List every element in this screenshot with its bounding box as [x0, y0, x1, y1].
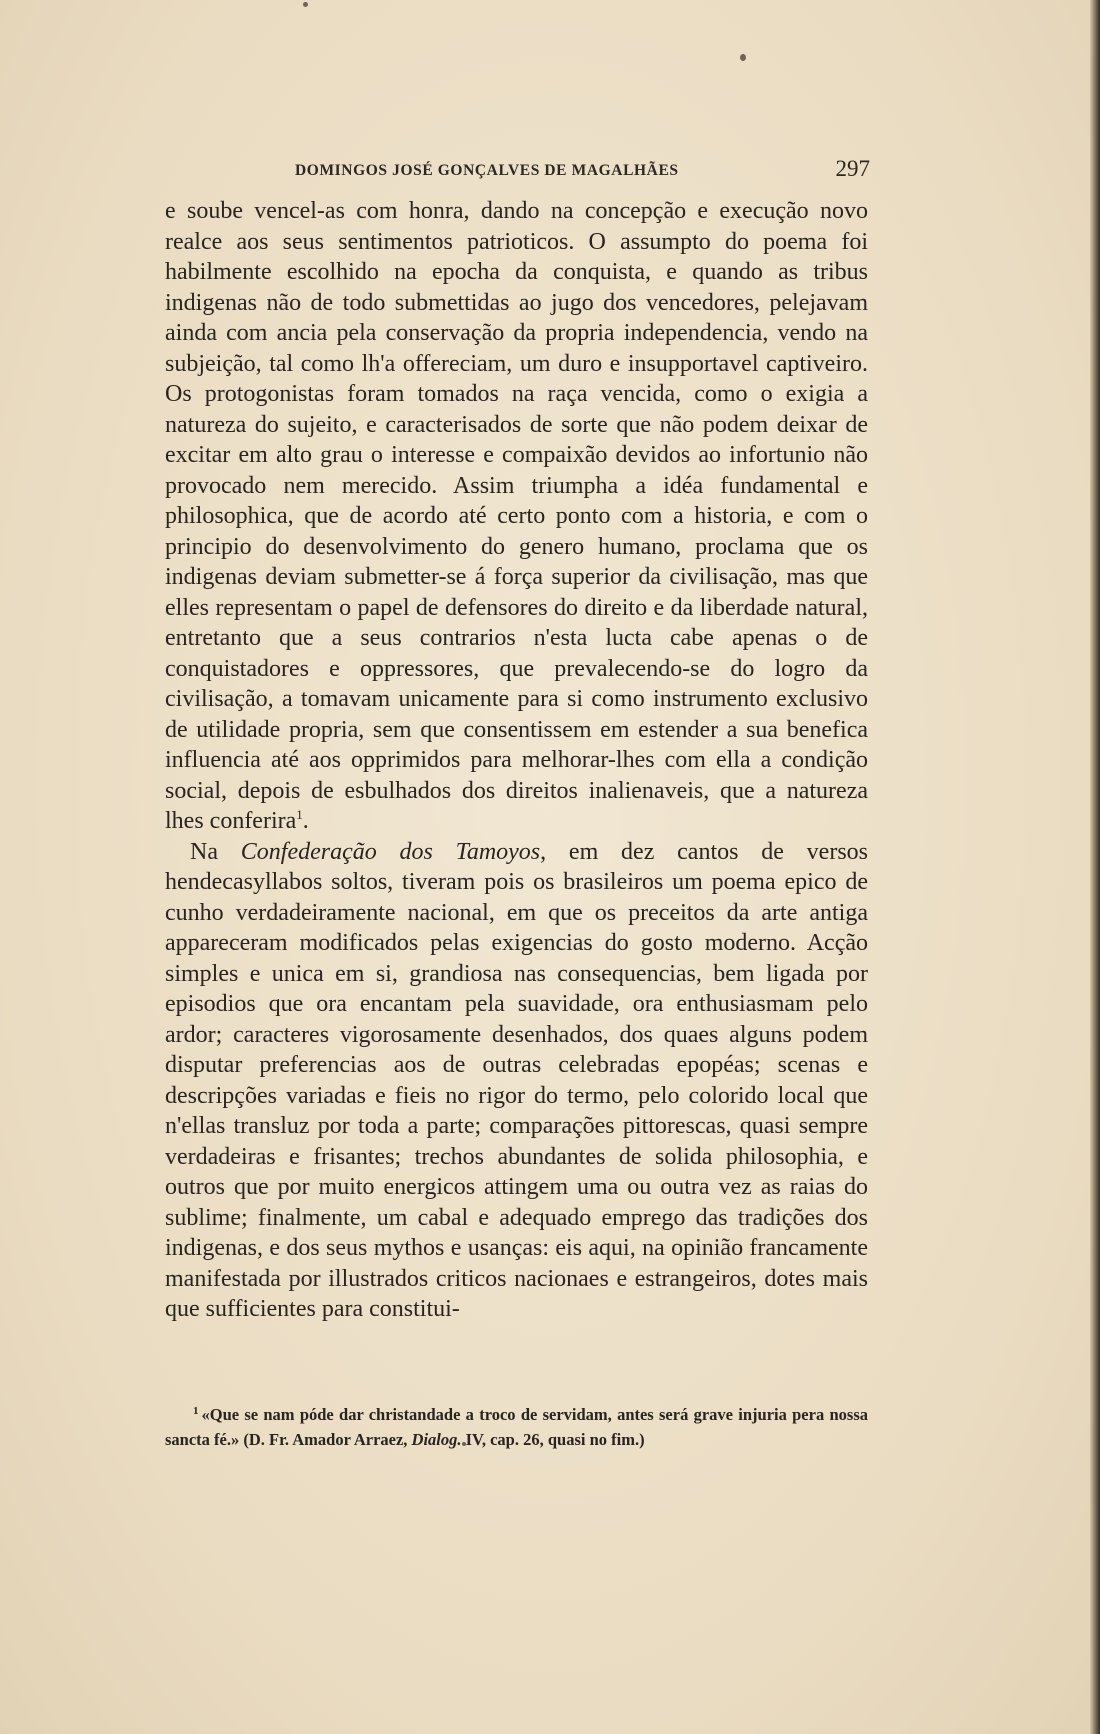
paragraph	[165, 196, 868, 837]
body-text	[165, 196, 868, 1325]
footnote-source-title: Dialog.	[411, 1430, 462, 1449]
footnote-reference[interactable]: 1	[296, 807, 303, 822]
paper-speck	[303, 2, 308, 7]
paragraph-text: , em dez cantos de versos hendecasyllabos soltos, tiveram pois os brasileiros um poema epico de cunho verdadeiramente nacional, em que os preceitos da arte antiga appareceram modificados pelas exigencias do gosto moderno. Acção simples e unica em si, grandiosa nas consequencias, bem ligada por episodios que ora encantam pela suavidade, ora enthusiasmam pelo ardor; caracteres vigorosamente desenhados, dos quaes alguns podem disputar preferencias aos de outras celebradas epopéas; scenas e descripções variadas e fieis no rigor do termo, pelo colorido local que n'ellas transluz por toda a parte; comparações pittorescas, quasi sempre verdadeiras e frisantes; trechos abundantes de solida philosophia, e outros que por muito energicos attingem uma ou outra vez as raias do sublime; finalmente, um cabal e adequado emprego das tradições dos indigenas, e dos seus mythos e usanças: eis aqui, na opinião francamente manifestada por illustrados criticos nacionaes e estrangeiros, dotes mais que sufficientes para constitui-	[165, 838, 868, 1322]
footnote-source: (D. Fr. Amador Arraez,	[243, 1430, 408, 1449]
paragraph	[165, 837, 868, 1325]
paragraph-text: Na	[190, 838, 218, 865]
footnote-source: IV, cap. 26, quasi no fim.)	[465, 1430, 645, 1449]
paper-speck	[740, 54, 746, 61]
running-head: DOMINGOS JOSÉ GONÇALVES DE MAGALHÃES	[295, 162, 679, 179]
paragraph-end: .	[302, 808, 309, 834]
page-number: 297	[835, 156, 870, 181]
work-title: Confederação dos Tamoyos	[240, 838, 541, 865]
page-header	[165, 156, 870, 186]
footnote	[165, 1402, 868, 1452]
paragraph-text: e soube vencel-as com honra, dando na concepção e execução novo realce aos seus sentimentos patrioticos. O assumpto do poema foi habilmente escolhido na epocha da conquista, e quando as tribus indigenas não de todo submettidas ao jugo dos vencedores, pelejavam ainda com ancia pela conservação da propria independencia, vendo na subjeição, tal como lh'a offereciam, um duro e insupportavel captiveiro. Os protogonistas foram tomados na raça vencida, como o exigia a natureza do sujeito, e caracterisados de sorte que não podem deixar de excitar em alto grau o interesse e compaixão devidos ao infortunio não provocado nem merecido. Assim triumpha a idéa fundamental e philosophica, que de acordo até certo ponto com a historia, e com o principio do desenvolvimento do genero humano, proclama que os indigenas deviam submetter-se á força superior da civilisação, mas que elles representam o papel de defensores do direito e da liberdade natural, entretanto que a seus contrarios n'esta lucta cabe apenas o de conquistadores e oppressores, que prevalecendo-se do logro da civilisação, a tomavam unicamente para si como instrumento exclusivo de utilidade propria, sem que consentissem em estender a sua benefica influencia até aos opprimidos para melhorar-lhes com ella a condição social, depois de esbulhados dos direitos inalienaveis, que a natureza lhes conferira	[165, 198, 868, 834]
page-edge-shadow	[1090, 0, 1100, 1734]
footnote-mark: 1	[193, 1404, 199, 1417]
footnote-quote: «Que se nam póde dar christandade a troco de servidam, antes será grave injuria pera nossa sancta fé.»	[165, 1405, 868, 1449]
